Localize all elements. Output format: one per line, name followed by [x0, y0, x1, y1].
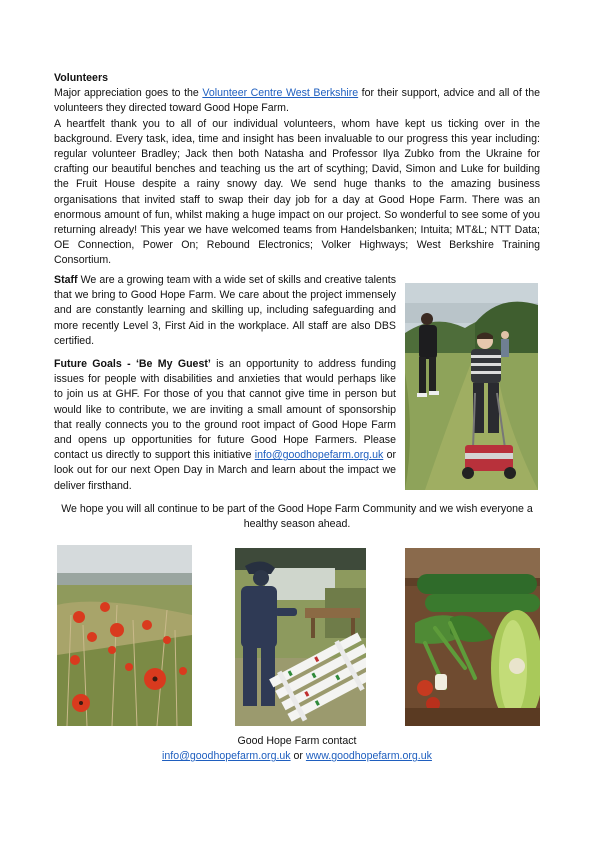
staff-heading: Staff — [54, 274, 78, 286]
staff-body: We are a growing team with a wide set of skills and creative talents that we bring to Good Hope Farm. We care about the project immensely and are constantly learning and skilling up, including safeguarding and more recently Level 3, First Aid in the workplace. All staff are also DBS certified. — [54, 274, 396, 347]
future-goals-heading: Future Goals - ‘Be My Guest’ — [54, 358, 211, 370]
volunteer-centre-link[interactable]: Volunteer Centre West Berkshire — [202, 87, 359, 100]
volunteers-section — [54, 71, 540, 269]
contact-label: Good Hope Farm contact — [237, 735, 357, 747]
future-goals-section — [54, 357, 396, 494]
contact-section — [54, 734, 540, 764]
bench-painting-photo — [235, 548, 366, 726]
closing-text: We hope you will all continue to be part of the Good Hope Farm Community and we wish everyone a healthy season ahead. — [61, 503, 533, 531]
future-goals-email-link[interactable]: info@goodhopefarm.org.uk — [254, 449, 384, 462]
contact-separator: or — [290, 750, 306, 763]
volunteers-heading: Volunteers — [54, 72, 108, 84]
vegetables-photo — [405, 548, 540, 726]
volunteers-intro-text-end: for their support, advice and all of the volunteers they directed toward Good Hope Farm. — [54, 87, 541, 115]
staff-paragraph — [54, 273, 396, 349]
future-goals-body-end: or look out for our next Open Day in March and learn about the impact we deliver firsthand. — [54, 449, 396, 492]
volunteers-intro — [54, 86, 540, 116]
contact-website-link[interactable]: www.goodhopefarm.org.uk — [305, 750, 432, 763]
mowing-photo — [405, 283, 538, 490]
contact-links — [54, 749, 540, 764]
poppy-field-photo — [57, 545, 192, 726]
contact-email-link[interactable]: info@goodhopefarm.org.uk — [162, 750, 291, 763]
future-goals-paragraph — [54, 357, 396, 494]
staff-section — [54, 273, 396, 349]
volunteers-intro-text: Major appreciation goes to the — [54, 87, 203, 100]
closing-section — [54, 502, 540, 532]
future-goals-body: is an opportunity to address funding issues for people with disabilities and anxieties that would perhaps like to join us at GHF. For those of you that cannot give time in person but would like to contribute, we are inviting a small amount of sponsorship that really connects you to the ground root impact of Good Hope Farm and opens up opportunities for future Good Hope Farmers. Please contact us directly to support this initiative — [54, 358, 396, 462]
volunteers-body: A heartfelt thank you to all of our individual volunteers, whom have kept us ticking over in the background. Every task, idea, time and insight has been invaluable to our progress this year including: regular volunteer Bradley; Jack then both Natasha and Professor Ilya Zubko from the Ukraine for crafting our beautiful benches and teaching us the art of scything; David, Simon and Luke for building the Fruit House despite a rainy snowy day. We send huge thanks to the amazing business organisations that invited staff to swap their day job for a day at Good Hope Farm. There was an enormous amount of fun, whilst making a huge impact on our project. So wonderful to see some of you returning already! This year we have welcomed teams from Handelsbanken; Intuita; MT&L; NTT Data; OE Connection, Power On; Rebound Electronics; Volker Highways; West Berkshire Training Consortium. — [54, 117, 540, 267]
